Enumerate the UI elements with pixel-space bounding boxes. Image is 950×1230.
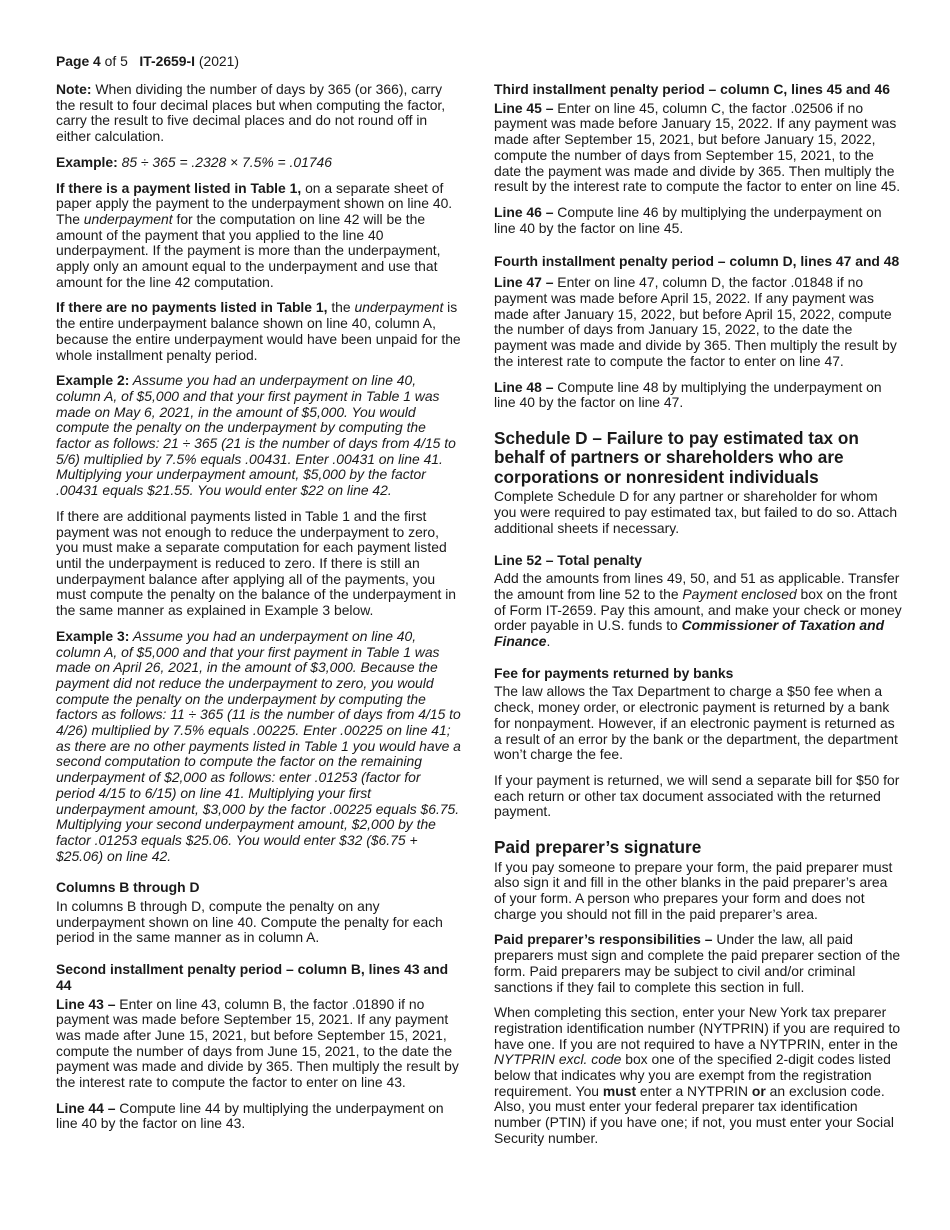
payment-listed-paragraph: If there is a payment listed in Table 1, on a separate sheet of paper apply the payment to the underpayment shown on line 40. The underpayment for the computation on line 42 will be the amount of the payment that you applied to the line 40 underpayment. If the payment is more than the underpayment, apply only an amount equal to the underpayment and use that amount for the line 42 computation. xyxy=(56,179,453,290)
example-2-paragraph: Example 2: Assume you had an underpayment on line 40, column A, of $5,000 and that your first payment in Table 1 was made on May 6, 2021, in the amount of $5,000. You would compute the penalty on the underpayment by computing the factor as follows: 21 ÷ 365 (21 is the number of days from 4/15 to 5/6) multiplied by 7.5% equals .00431. Enter .00431 on line 41. Multiplying your underpayment amount, $5,000 by the factor .00431 equals $21.55. You would enter $22 on line 42. xyxy=(56,372,456,499)
fee-heading: Fee for payments returned by banks xyxy=(494,664,734,681)
columns-b-d-heading: Columns B through D xyxy=(56,879,200,896)
paid-preparer-heading: Paid preparer’s signature xyxy=(494,837,702,858)
form-id: IT-2659-I xyxy=(139,53,195,69)
line-44-paragraph: Line 44 – Compute line 44 by multiplying the underpayment on line 40 by the factor on line 43. xyxy=(56,1099,444,1132)
schedule-d-heading: Schedule D – Failure to pay estimated tax on behalf of partners or shareholders who are corporations or nonresident individuals xyxy=(494,427,859,487)
example-3-paragraph: Example 3: Assume you had an underpayment on line 40, column A, of $5,000 and that your first payment in Table 1 was made on April 26, 2021, in the amount of $3,000. Because the payment did not reduce the underpayment to zero, you would compute the penalty on the underpayment by computing the factors as follows: 11 ÷ 365 (11 is the number of days from 4/15 to 4/26) multiplied by 7.5% equals .00225. Enter .00225 on line 41; as there are no other payments listed in Table 1 you would have a second computation to compute the factor on the remaining underpayment of $2,000 as follows: enter .01253 (factor for period 4/15 to 6/15) on line 41. Multiplying your first underpayment amount, $3,000 by the factor .00225 equals $6.75. Multiplying your second underpayment amount, $2,000 by the factor .01253 equals $25.06. You would enter $32 ($6.75 + $25.06) on line 42. xyxy=(56,627,461,864)
returned-payment-paragraph: If your payment is returned, we will send a separate bill for $50 for each return or other tax document associated with the returned payment. xyxy=(494,772,900,820)
preparer-responsibilities-paragraph: Paid preparer’s responsibilities – Under the law, all paid preparers must sign and complete the paid preparer section of the form. Paid preparers may be subject to civil and/or criminal sanctions if they fail to complete this section in full. xyxy=(494,931,901,995)
second-period-heading: Second installment penalty period – column B, lines 43 and 44 xyxy=(56,961,449,993)
page-header xyxy=(56,54,239,70)
line-52-heading: Line 52 – Total penalty xyxy=(494,551,642,568)
right-column xyxy=(494,82,902,1157)
line-52-paragraph: Add the amounts from lines 49, 50, and 51 as applicable. Transfer the amount from line 52 to the Payment enclosed box on the front of Form IT-2659. Pay this amount, and make your check or money order payable in U.S. funds to Commissioner of Taxation and Finance. xyxy=(494,570,902,650)
columns-b-d-paragraph: In columns B through D, compute the penalty on any underpayment shown on line 40. Compute the penalty for each period in the same manner as in column A. xyxy=(56,898,443,946)
line-46-paragraph: Line 46 – Compute line 46 by multiplying the underpayment on line 40 by the factor on line 45. xyxy=(494,203,882,236)
schedule-d-paragraph: Complete Schedule D for any partner or shareholder for whom you were required to pay estimated tax, but failed to do so. Attach additional sheets if necessary. xyxy=(494,488,898,536)
paid-preparer-paragraph: If you pay someone to prepare your form, the paid preparer must also sign it and fill in the other blanks in the paid preparer’s area of your form. A person who prepares your form and does not charge you should not fill in the paid preparer’s area. xyxy=(494,858,893,922)
note-paragraph: Note: When dividing the number of days by 365 (or 366), carry the result to four decimal places but when computing the factor, carry the result to five decimal places and do not round off in either calculation. xyxy=(56,81,446,145)
page-number: Page 4 xyxy=(56,53,101,69)
example-paragraph: Example: 85 ÷ 365 = .2328 × 7.5% = .01746 xyxy=(56,153,332,170)
no-payments-paragraph: If there are no payments listed in Table 1, the underpayment is the entire underpayment balance shown on line 40, column A, because the entire underpayment would have been unpaid for the whole installment penalty period. xyxy=(56,299,461,363)
line-47-paragraph: Line 47 – Enter on line 47, column D, the factor .01848 if no payment was made before April 15, 2022. If any payment was made after January 15, 2022, but before April 15, 2022, compute the number of days from January 15, 2022, to the date the payment was made and divide by 365. Then multiply the result by the interest rate to compute the factor to enter on line 47. xyxy=(494,274,897,369)
page-count: of 5 xyxy=(100,53,128,69)
line-43-paragraph: Line 43 – Enter on line 43, column B, the factor .01890 if no payment was made before September 15, 2021. If any payment was made after June 15, 2021, but before September 15, 2021, compute the number of days from June 15, 2021, to the date the payment was made and divide by 365. Then multiply the result by the interest rate to compute the factor to enter on line 43. xyxy=(56,995,459,1091)
left-column xyxy=(56,82,462,1142)
fourth-period-heading: Fourth installment penalty period – column D, lines 47 and 48 xyxy=(494,253,900,270)
third-period-heading: Third installment penalty period – column C, lines 45 and 46 xyxy=(494,81,890,97)
additional-payments-paragraph: If there are additional payments listed in Table 1 and the first payment was not enough to reduce the underpayment to zero, you must make a separate computation for each payment listed until the underpayment is reduced to zero. If there is still an underpayment balance after applying all of the payments, you must compute the penalty on the balance of the underpayment in the same manner as explained in Example 3 below. xyxy=(56,507,457,619)
line-45-paragraph: Line 45 – Enter on line 45, column C, the factor .02506 if no payment was made before January 15, 2022. If any payment was made after September 15, 2021, but before January 15, 2022, compute the number of days from September 15, 2021, to the date the payment was made and divide by 365. Then multiply the result by the interest rate to compute the factor to enter on line 45. xyxy=(494,99,901,195)
nytprin-paragraph: When completing this section, enter your New York tax preparer registration identification number (NYTPRIN) if you are required to have one. If you are not required to have a NYTPRIN, enter in the NYTPRIN excl. code box one of the specified 2-digit codes listed below that indicates why you are exempt from the registration requirement. You must enter a NYTPRIN or an exclusion code. Also, you must enter your federal preparer tax identification number (PTIN) if you have one; if not, you must enter your Social Security number. xyxy=(494,1004,901,1146)
form-year: (2021) xyxy=(195,53,240,69)
line-48-paragraph: Line 48 – Compute line 48 by multiplying the underpayment on line 40 by the factor on line 47. xyxy=(494,378,882,411)
fee-paragraph: The law allows the Tax Department to charge a $50 fee when a check, money order, or electronic payment is returned by a bank for nonpayment. However, if an electronic payment is returned as a result of an error by the bank or the department, the department won’t charge the fee. xyxy=(494,683,898,763)
